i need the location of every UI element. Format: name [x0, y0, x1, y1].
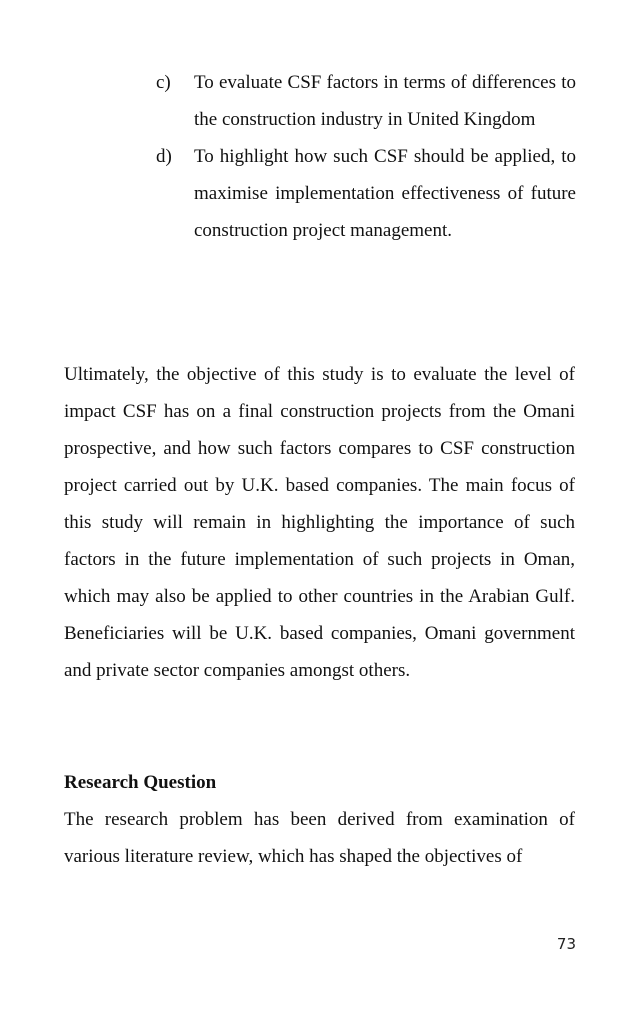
- page-number: 73: [556, 935, 576, 953]
- section-heading: Research Question: [64, 772, 217, 793]
- list-item: [150, 64, 576, 138]
- body-paragraph-research-problem: The research problem has been derived from examination of various literature review, which has shaped the objectives of: [64, 809, 575, 867]
- list-item-text: To evaluate CSF factors in terms of differences to the construction industry in United Kingdom: [194, 72, 576, 130]
- list-item-text: To highlight how such CSF should be applied, to maximise implementation effectiveness of future construction project management.: [194, 146, 576, 241]
- list-marker: d): [156, 146, 172, 167]
- list-item: [150, 138, 576, 249]
- body-paragraph-objective: Ultimately, the objective of this study is to evaluate the level of impact CSF has on a final construction projects from the Omani prospective, and how such factors compares to CSF construction project carried out by U.K. based companies. The main focus of this study will remain in highlighting the importance of such factors in the future implementation of such projects in Oman, which may also be applied to other countries in the Arabian Gulf. Beneficiaries will be U.K. based companies, Omani government and private sector companies amongst others.: [64, 364, 575, 681]
- objectives-list: [150, 64, 576, 249]
- list-marker: c): [156, 72, 171, 93]
